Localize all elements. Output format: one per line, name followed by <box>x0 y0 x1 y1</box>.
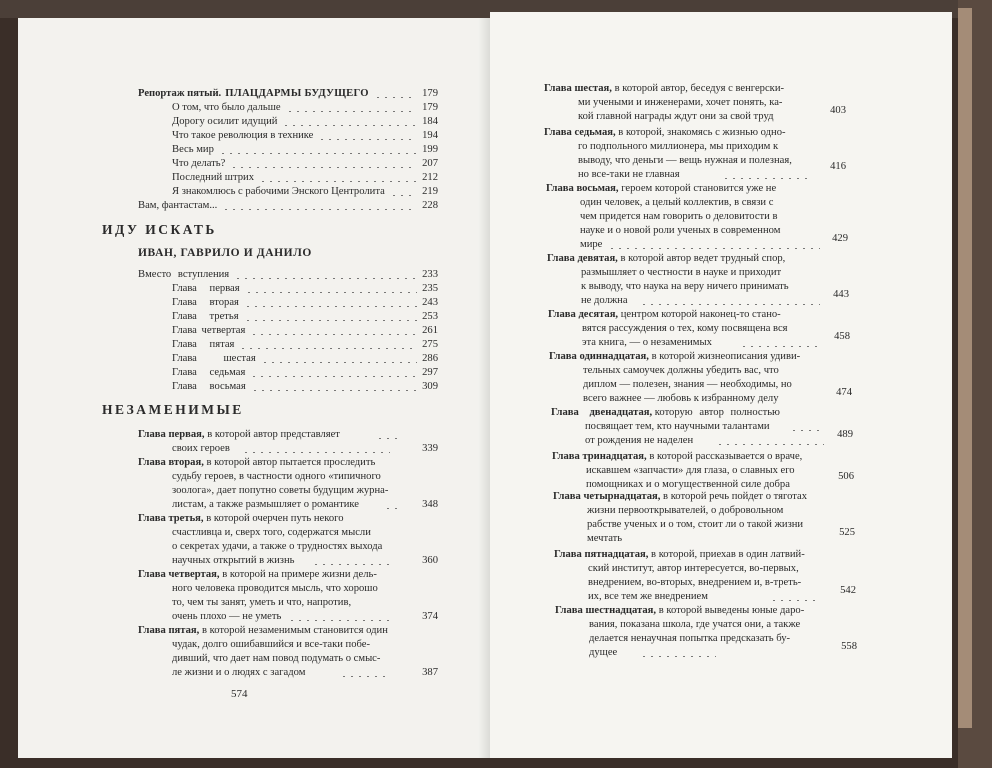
page-number: 253 <box>422 311 438 322</box>
chapter-description-line: счастливца и, сверх того, содержатся мысли <box>172 527 371 538</box>
chapter-description-line: в которой автор пытается проследить <box>206 457 376 468</box>
section-subtitle: ИВАН, ГАВРИЛО И ДАНИЛО <box>138 247 312 259</box>
leader-dots <box>230 167 417 168</box>
leader-dots <box>219 153 417 154</box>
leader-dots <box>244 306 417 307</box>
chapter-first-line <box>138 512 344 526</box>
chapter-lead: Глава восьмая, <box>546 183 619 194</box>
chapter-first-line <box>553 490 807 504</box>
leader-dots <box>261 362 417 363</box>
leader-dots <box>244 320 417 321</box>
chapter-lead: Глава девятая, <box>547 253 618 264</box>
page-number: 558 <box>841 641 857 652</box>
leader-dots <box>390 195 417 196</box>
leader-dots <box>242 452 390 453</box>
chapter-first-line <box>549 350 800 364</box>
chapter-lead: Глава одиннадцатая, <box>549 351 649 362</box>
page-number: 219 <box>422 186 438 197</box>
chapter-first-line <box>138 624 388 638</box>
chapter-description-line: но все-таки не главная <box>578 169 680 180</box>
chapter-description-line: в которой автор, беседуя с венгерски- <box>614 83 785 94</box>
chapter-description-line: размышляет о честности в науке и приходит <box>581 267 782 278</box>
chapter-description-line: вятся рассуждения о тех, кому посвящена вся <box>582 323 788 334</box>
chapter-description-line: их, все тем же внедрением <box>588 591 708 602</box>
page-number: 403 <box>830 105 846 116</box>
section-title: НЕЗАМЕНИМЫЕ <box>102 402 244 417</box>
leader-dots <box>250 376 417 377</box>
chapter-first-line <box>138 428 340 442</box>
entry-title: Глава шестая <box>172 353 256 364</box>
chapter-description-line: в которой незаменимым становится один <box>201 625 388 636</box>
page-number: 443 <box>833 289 849 300</box>
page-number: 184 <box>422 116 438 127</box>
chapter-first-line <box>551 406 780 420</box>
chapter-description-line: всего важнее — любовь к избранному делу <box>583 393 779 404</box>
chapter-description-line: чудак, долго ошибавшийся и все-таки побе- <box>172 639 370 650</box>
page-number: 474 <box>836 387 852 398</box>
leader-dots <box>259 181 417 182</box>
chapter-lead: Глава четырнадцатая, <box>553 491 661 502</box>
chapter-description-line: ле жизни и о людях с загадом <box>172 667 306 678</box>
chapter-description-line: зоолога», дает попутно советы будущим журна- <box>172 485 389 496</box>
chapter-description-line: мечтать <box>587 533 623 544</box>
entry-title: Дорогу осилит идущий <box>172 116 278 127</box>
chapter-description-line: очень плохо — не уметь <box>172 611 282 622</box>
chapter-first-line <box>544 126 786 140</box>
page-number: 275 <box>422 339 438 350</box>
chapter-description-line: диплом — полезен, знания — необходимы, но <box>583 379 792 390</box>
chapter-first-line <box>544 82 784 96</box>
reportage-label: Репортаж пятый. <box>138 88 222 99</box>
page-number: 458 <box>834 331 850 342</box>
entry-title: Глава первая <box>172 283 240 294</box>
chapter-description-line: в которой автор ведет трудный спор, <box>620 253 786 264</box>
chapter-description-line: героем которой становится уже не <box>621 183 777 194</box>
leader-dots <box>716 444 824 445</box>
chapter-description-line: жизни первооткрывателей, о добровольном <box>587 505 784 516</box>
entry-title: Что такое революция в технике <box>172 130 314 141</box>
chapter-lead: Глава седьмая, <box>544 127 616 138</box>
chapter-description-line: делается ненаучная попытка предсказать бу- <box>589 633 791 644</box>
chapter-description-line: внедрением, во-вторых, внедрением и, в-треть- <box>588 577 802 588</box>
page-number: 387 <box>422 667 438 678</box>
chapter-description-line: в которой жизнеописания удиви- <box>651 351 801 362</box>
leader-dots <box>234 278 417 279</box>
leader-dots <box>286 111 418 112</box>
book-cover-board <box>958 8 972 728</box>
page-number: 429 <box>832 233 848 244</box>
page-number: 212 <box>422 172 438 183</box>
chapter-lead: Глава шестая, <box>544 83 612 94</box>
page-number: 297 <box>422 367 438 378</box>
leader-dots <box>239 348 417 349</box>
chapter-description-line: к выводу, что наука на веру ничего принимать <box>581 281 789 292</box>
chapter-description-line: рабстве ученых и о том, стоит ли о такой жизни <box>587 519 804 530</box>
chapter-description-line: не должна <box>581 295 628 306</box>
entry-title: Весь мир <box>172 144 214 155</box>
chapter-description-line: го подпольного миллионера, мы приходим к <box>578 141 779 152</box>
page-number: 243 <box>422 297 438 308</box>
page-number: 360 <box>422 555 438 566</box>
chapter-description-line: в которой речь пойдет о тяготах <box>663 491 808 502</box>
page-number: 416 <box>830 161 846 172</box>
chapter-lead: Глава первая, <box>138 429 205 440</box>
page-number: 228 <box>422 200 438 211</box>
chapter-first-line <box>552 450 802 464</box>
page-number: 525 <box>839 527 855 538</box>
chapter-description-line: науке и о новой роли ученых в современном <box>580 225 781 236</box>
page-number: 339 <box>422 443 438 454</box>
entry-title: Глава седьмая <box>172 367 246 378</box>
page-number: 179 <box>422 88 438 99</box>
leader-dots <box>245 292 417 293</box>
leader-dots <box>770 600 820 601</box>
page-folio: 574 <box>231 688 248 700</box>
page-number: 207 <box>422 158 438 169</box>
chapter-lead: Глава вторая, <box>138 457 204 468</box>
chapter-description-line: посвящает тем, кто научными талантами <box>585 421 770 432</box>
section-title: ИДУ ИСКАТЬ <box>102 222 217 237</box>
page-number: 348 <box>422 499 438 510</box>
chapter-description-line: кой главной награды ждут они за свой труд <box>578 111 774 122</box>
leader-dots <box>222 209 417 210</box>
chapter-lead: Глава третья, <box>138 513 204 524</box>
chapter-description-line: дивший, что дает нам повод подумать о смыс- <box>172 653 381 664</box>
chapter-lead: Глава пятая, <box>138 625 200 636</box>
leader-dots <box>640 656 716 657</box>
entry-title: Глава вторая <box>172 297 239 308</box>
chapter-first-line <box>555 604 804 618</box>
leader-dots <box>251 390 417 391</box>
leader-dots <box>376 438 398 439</box>
chapter-description-line: ного человека проводится мысль, что хорошо <box>172 583 378 594</box>
page-number: 309 <box>422 381 438 392</box>
chapter-description-line: о секретах удачи, а также о трудностях выхода <box>172 541 383 552</box>
chapter-lead: Глава пятнадцатая, <box>554 549 649 560</box>
entry-title: Я знакомлюсь с рабочими Энского Центролита <box>172 186 385 197</box>
leader-dots <box>640 304 820 305</box>
entry-title: О том, что было дальше <box>172 102 281 113</box>
chapter-description-line: помощниках и о могущественной силе добра <box>586 479 790 490</box>
chapter-description-line: в которой автор представляет <box>207 429 340 440</box>
entry-title: Глава третья <box>172 311 239 322</box>
toc-entry[interactable] <box>138 197 438 213</box>
chapter-description-line: выводу, что деньги — вещь нужная и полезная, <box>578 155 792 166</box>
entry-title: Последний штрих <box>172 172 254 183</box>
chapter-lead: Глава шестнадцатая, <box>555 605 657 616</box>
right-page <box>490 12 952 758</box>
page-number: 506 <box>838 471 854 482</box>
chapter-lead: Глава десятая, <box>548 309 619 320</box>
page-number: 194 <box>422 130 438 141</box>
leader-dots <box>340 676 390 677</box>
page-number: 261 <box>422 325 438 336</box>
page-number: 199 <box>422 144 438 155</box>
chapter-description-line: в которой, приехав в один латвий- <box>651 549 805 560</box>
leader-dots <box>374 97 417 98</box>
entry-title: Вам, фантастам... <box>138 200 218 211</box>
page-number: 233 <box>422 269 438 280</box>
chapter-description-line: в которой рассказывается о враче, <box>649 451 803 462</box>
leader-dots <box>740 346 820 347</box>
chapter-description-line: искавшем «запчасти» для глаза, о славных его <box>586 465 795 476</box>
chapter-description-line: в которой на примере жизни дель- <box>222 569 377 580</box>
chapter-description-line: то, чем ты занят, уметь и что, напротив, <box>172 597 352 608</box>
leader-dots <box>312 564 390 565</box>
leader-dots <box>282 125 417 126</box>
chapter-description-line: центром которой наконец-то стано- <box>620 309 781 320</box>
left-page <box>18 18 490 758</box>
page-number: 235 <box>422 283 438 294</box>
chapter-description-line: судьбу героев, в частности одного «типичного <box>172 471 381 482</box>
chapter-first-line <box>138 568 377 582</box>
entry-title: Глава восьмая <box>172 381 246 392</box>
page-number: 374 <box>422 611 438 622</box>
page-number: 179 <box>422 102 438 113</box>
chapter-first-line <box>138 456 375 470</box>
chapter-description-line: научных открытий в жизнь <box>172 555 295 566</box>
chapter-lead: Глава двенадцатая, <box>551 407 653 418</box>
chapter-description-line: ми учеными и инженерами, хочет понять, ка- <box>578 97 783 108</box>
chapter-description-line: листам, а также размышляет о романтике <box>172 499 359 510</box>
chapter-description-line: чем придется нам говорить о деловитости в <box>580 211 778 222</box>
page-number: 489 <box>837 429 853 440</box>
chapter-description-line: от рождения не наделен <box>585 435 694 446</box>
chapter-first-line <box>548 308 781 322</box>
chapter-description-line: мире <box>580 239 603 250</box>
chapter-lead: Глава тринадцатая, <box>552 451 647 462</box>
leader-dots <box>722 178 812 179</box>
chapter-description-line: которую автор полностью <box>654 407 780 418</box>
chapter-description-line: дущее <box>589 647 618 658</box>
chapter-description-line: в которой выведены юные даро- <box>658 605 805 616</box>
chapter-first-line <box>546 182 776 196</box>
toc-entry[interactable] <box>172 378 438 394</box>
reportage-title: ПЛАЦДАРМЫ БУДУЩЕГО <box>225 88 369 99</box>
chapter-first-line <box>554 548 805 562</box>
chapter-description-line: в которой очерчен путь некого <box>206 513 344 524</box>
leader-dots <box>250 334 417 335</box>
entry-title: Что делать? <box>172 158 226 169</box>
chapter-description-line: вания, показана школа, где учатся они, а также <box>589 619 801 630</box>
chapter-description-line: тельных самоучек должны убедить вас, что <box>583 365 779 376</box>
page-number: 542 <box>840 585 856 596</box>
chapter-description-line: своих героев <box>172 443 230 454</box>
entry-title: Вместо вступления <box>138 269 230 280</box>
leader-dots <box>318 139 417 140</box>
chapter-lead: Глава четвертая, <box>138 569 220 580</box>
chapter-description-line: эта книга, — о незаменимых <box>582 337 712 348</box>
chapter-first-line <box>547 252 785 266</box>
chapter-description-line: в которой, знакомясь с жизнью одно- <box>618 127 786 138</box>
chapter-description-line: один человек, а целый коллектив, в связи с <box>580 197 774 208</box>
entry-title: Глава четвертая <box>172 325 246 336</box>
page-number: 286 <box>422 353 438 364</box>
leader-dots <box>288 620 390 621</box>
chapter-description-line: ский институт, автор интересуется, во-первых, <box>588 563 799 574</box>
entry-title: Глава пятая <box>172 339 235 350</box>
leader-dots <box>608 248 820 249</box>
